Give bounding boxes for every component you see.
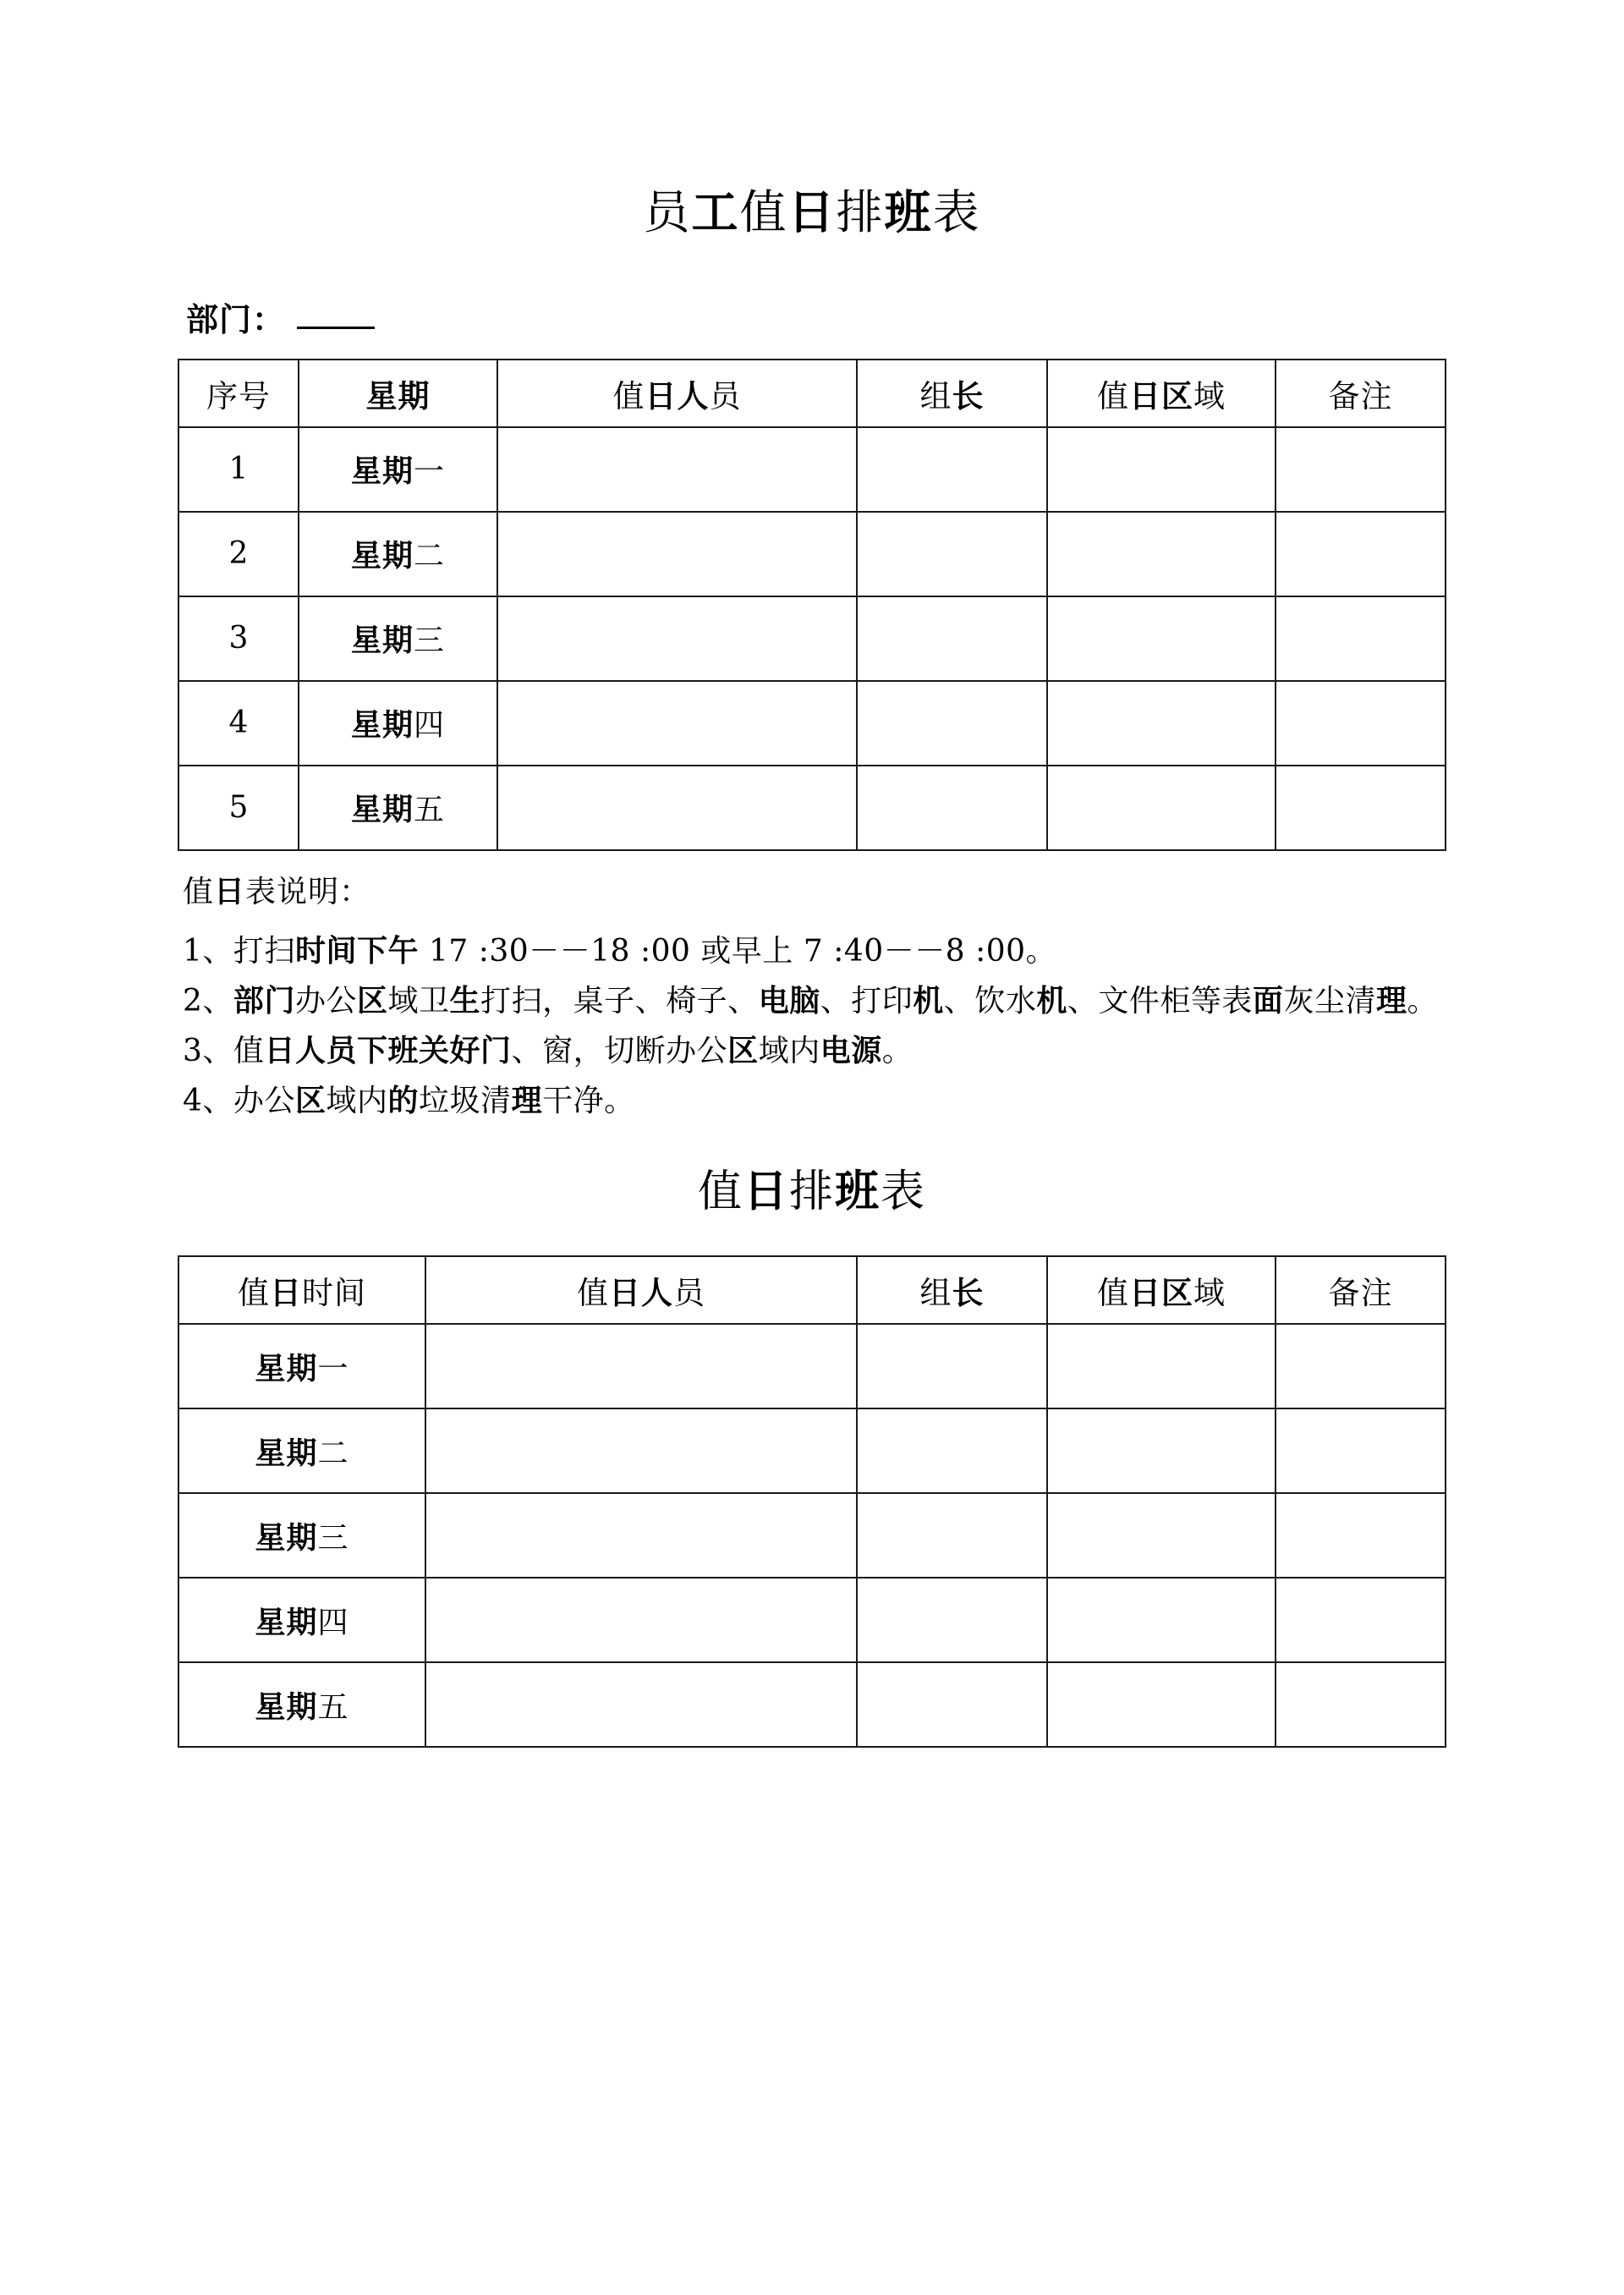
column-header-duty-time: 值日时间	[178, 1256, 425, 1324]
table-row	[178, 1408, 1446, 1493]
table-row	[178, 681, 1446, 766]
column-header-area: 值日区域	[1047, 1256, 1276, 1324]
cell-leader[interactable]	[857, 1408, 1047, 1493]
cell-area[interactable]	[1047, 1324, 1276, 1408]
cell-remark[interactable]	[1276, 681, 1446, 766]
table-header-row	[178, 360, 1446, 427]
cell-duty-time: 星期四	[178, 1578, 425, 1662]
cell-staff[interactable]	[425, 1493, 857, 1578]
cell-staff[interactable]	[425, 1662, 857, 1747]
notes-heading: 值日表说明：	[183, 873, 371, 909]
cell-duty-time: 星期五	[178, 1662, 425, 1747]
cell-remark[interactable]	[1276, 1324, 1446, 1408]
cell-leader[interactable]	[857, 512, 1047, 596]
table-body	[178, 1324, 1446, 1747]
cell-index: 4	[178, 681, 299, 766]
column-header-area: 值日区域	[1047, 360, 1276, 427]
cell-leader[interactable]	[857, 766, 1047, 850]
cell-duty-time: 星期一	[178, 1324, 425, 1408]
cell-area[interactable]	[1047, 596, 1276, 681]
cell-area[interactable]	[1047, 512, 1276, 596]
cell-remark[interactable]	[1276, 1662, 1446, 1747]
cell-staff[interactable]	[497, 596, 857, 681]
table-row	[178, 1578, 1446, 1662]
column-header-leader: 组长	[857, 1256, 1047, 1324]
cell-remark[interactable]	[1276, 1408, 1446, 1493]
cell-index: 1	[178, 427, 299, 512]
column-header-index: 序号	[178, 360, 299, 427]
cell-leader[interactable]	[857, 1578, 1047, 1662]
cell-remark[interactable]	[1276, 596, 1446, 681]
cell-area[interactable]	[1047, 1493, 1276, 1578]
note-item: 4、办公区域内的垃圾清理干净。	[183, 1083, 635, 1119]
cell-index: 2	[178, 512, 299, 596]
cell-remark[interactable]	[1276, 427, 1446, 512]
cell-area[interactable]	[1047, 427, 1276, 512]
cell-index: 3	[178, 596, 299, 681]
cell-remark[interactable]	[1276, 1578, 1446, 1662]
column-header-remark: 备注	[1276, 1256, 1446, 1324]
section-title: 值日排班表	[697, 1165, 927, 1217]
table-row	[178, 1662, 1446, 1747]
column-header-leader: 组长	[857, 360, 1047, 427]
table-header-row	[178, 1256, 1446, 1324]
cell-area[interactable]	[1047, 1578, 1276, 1662]
cell-area[interactable]	[1047, 681, 1276, 766]
cell-weekday: 星期二	[299, 512, 497, 596]
cell-leader[interactable]	[857, 1324, 1047, 1408]
cell-leader[interactable]	[857, 1493, 1047, 1578]
note-item: 2、部门办公区域卫生打扫，桌子、椅子、电脑、打印机、饮水机、文件柜等表面灰尘清理。	[183, 982, 1439, 1018]
department-blank-underline[interactable]	[297, 327, 375, 329]
cell-area[interactable]	[1047, 766, 1276, 850]
column-header-staff: 值日人员	[425, 1256, 857, 1324]
cell-leader[interactable]	[857, 596, 1047, 681]
cell-remark[interactable]	[1276, 1493, 1446, 1578]
column-header-weekday: 星期	[299, 360, 497, 427]
table-row	[178, 1493, 1446, 1578]
cell-duty-time: 星期二	[178, 1408, 425, 1493]
note-item: 3、值日人员下班关好门、窗，切断办公区域内电源。	[183, 1033, 914, 1069]
column-header-remark: 备注	[1276, 360, 1446, 427]
cell-leader[interactable]	[857, 681, 1047, 766]
cell-weekday: 星期四	[299, 681, 497, 766]
cell-leader[interactable]	[857, 427, 1047, 512]
page-title: 员工值日排班表	[643, 184, 981, 239]
table-row	[178, 1324, 1446, 1408]
duty-roster-table-1	[178, 359, 1446, 851]
duty-roster-table-2	[178, 1255, 1446, 1748]
note-item: 1、打扫时间下午 17 :30－－18 :00 或早上 7 :40－－8 :00。	[183, 932, 1057, 969]
cell-staff[interactable]	[425, 1578, 857, 1662]
table-row	[178, 512, 1446, 596]
department-label: 部门：	[186, 300, 286, 338]
department-field	[178, 240, 1446, 340]
cell-remark[interactable]	[1276, 512, 1446, 596]
notes-section	[178, 851, 1446, 1127]
cell-area[interactable]	[1047, 1408, 1276, 1493]
table-body	[178, 427, 1446, 850]
cell-weekday: 星期三	[299, 596, 497, 681]
table-row	[178, 766, 1446, 850]
cell-staff[interactable]	[497, 427, 857, 512]
cell-staff[interactable]	[497, 512, 857, 596]
cell-staff[interactable]	[497, 681, 857, 766]
cell-duty-time: 星期三	[178, 1493, 425, 1578]
column-header-staff: 值日人员	[497, 360, 857, 427]
cell-staff[interactable]	[497, 766, 857, 850]
cell-staff[interactable]	[425, 1324, 857, 1408]
cell-staff[interactable]	[425, 1408, 857, 1493]
cell-remark[interactable]	[1276, 766, 1446, 850]
cell-index: 5	[178, 766, 299, 850]
cell-area[interactable]	[1047, 1662, 1276, 1747]
cell-weekday: 星期一	[299, 427, 497, 512]
table-row	[178, 596, 1446, 681]
cell-weekday: 星期五	[299, 766, 497, 850]
table-row	[178, 427, 1446, 512]
cell-leader[interactable]	[857, 1662, 1047, 1747]
